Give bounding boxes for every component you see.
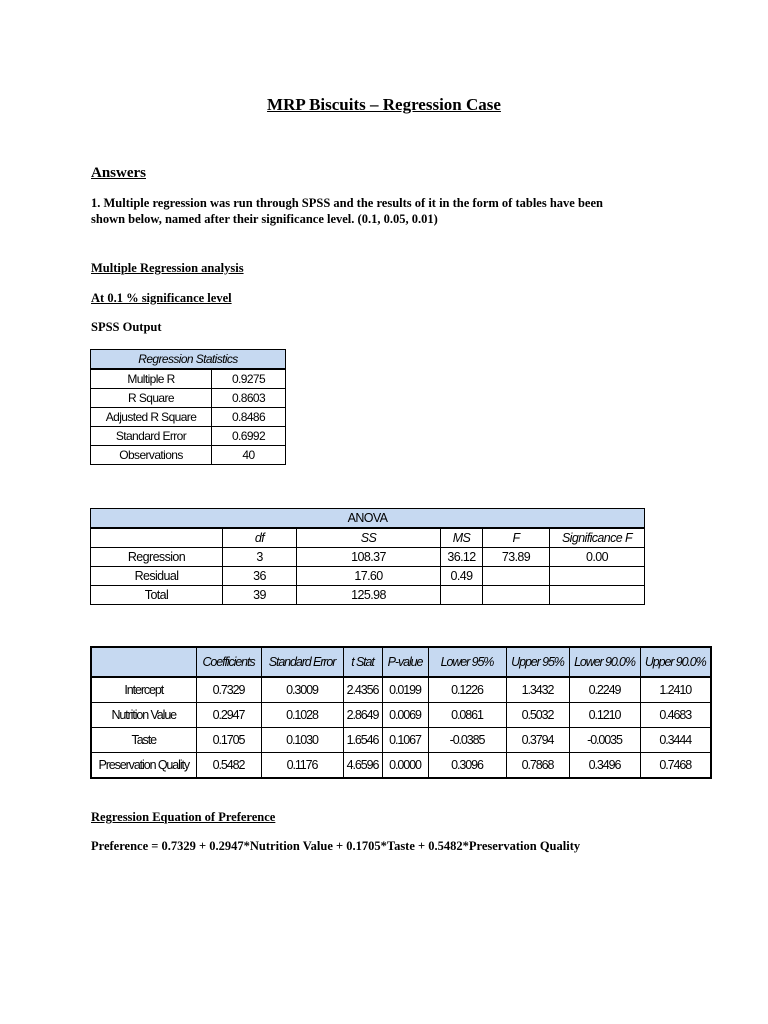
anova-header: ANOVA <box>91 509 645 529</box>
table-cell: 0.1028 <box>261 703 343 728</box>
table-cell: 0.7468 <box>640 753 711 779</box>
table-cell: 0.2249 <box>569 677 640 703</box>
stat-label: R Square <box>91 389 212 408</box>
column-header: SS <box>297 528 441 548</box>
table-row <box>91 567 645 586</box>
table-row <box>91 548 645 567</box>
table-cell: 0.49 <box>441 567 483 586</box>
table-cell: 0.1705 <box>196 728 261 753</box>
table-row <box>91 427 286 446</box>
table-cell: 125.98 <box>297 586 441 605</box>
table-cell: Nutrition Value <box>91 703 196 728</box>
table-row <box>91 408 286 427</box>
table-cell: Total <box>91 586 223 605</box>
regression-statistics-header: Regression Statistics <box>91 350 286 370</box>
table-cell: 17.60 <box>297 567 441 586</box>
coefficients-table <box>90 646 712 779</box>
table-cell: 0.5032 <box>506 703 569 728</box>
table-row <box>91 728 711 753</box>
answers-heading: Answers <box>91 165 146 181</box>
table-cell: 0.5482 <box>196 753 261 779</box>
column-header <box>91 647 196 677</box>
column-header: Standard Error <box>261 647 343 677</box>
table-cell: Intercept <box>91 677 196 703</box>
table-cell: 0.3496 <box>569 753 640 779</box>
table-row <box>91 703 711 728</box>
regression-statistics-table <box>90 349 286 465</box>
table-header-row <box>91 528 645 548</box>
table-cell: 0.7329 <box>196 677 261 703</box>
table-cell: 1.3432 <box>506 677 569 703</box>
table-cell: -0.0035 <box>569 728 640 753</box>
column-header: MS <box>441 528 483 548</box>
column-header: df <box>223 528 297 548</box>
column-header: Coefficients <box>196 647 261 677</box>
equation-heading: Regression Equation of Preference <box>91 810 276 824</box>
table-cell: Taste <box>91 728 196 753</box>
table-cell: 2.4356 <box>343 677 382 703</box>
stat-label: Observations <box>91 446 212 465</box>
table-cell: 36.12 <box>441 548 483 567</box>
table-row <box>91 446 286 465</box>
column-header: Upper 95% <box>506 647 569 677</box>
table-cell: 0.1176 <box>261 753 343 779</box>
table-cell: 0.00 <box>550 548 645 567</box>
column-header: F <box>483 528 550 548</box>
table-cell: 0.1210 <box>569 703 640 728</box>
section-heading: Multiple Regression analysis <box>91 261 244 275</box>
table-cell: 0.0861 <box>428 703 506 728</box>
column-header: Upper 90.0% <box>640 647 711 677</box>
table-header-row <box>91 647 711 677</box>
column-header: Lower 95% <box>428 647 506 677</box>
table-cell: 0.3096 <box>428 753 506 779</box>
table-cell: 0.1067 <box>382 728 428 753</box>
stat-label: Standard Error <box>91 427 212 446</box>
table-row <box>91 677 711 703</box>
table-cell: 0.1226 <box>428 677 506 703</box>
stat-value: 0.9275 <box>212 369 286 389</box>
table-cell: 0.0069 <box>382 703 428 728</box>
spss-output-label: SPSS Output <box>91 320 162 334</box>
table-cell <box>483 567 550 586</box>
regression-equation: Preference = 0.7329 + 0.2947*Nutrition Value + 0.1705*Taste + 0.5482*Preservation Quality <box>91 839 581 853</box>
intro-line-2: shown below, named after their significance level. (0.1, 0.05, 0.01) <box>91 212 438 226</box>
table-cell: 0.3794 <box>506 728 569 753</box>
table-cell: 1.6546 <box>343 728 382 753</box>
table-cell: 36 <box>223 567 297 586</box>
table-cell: 0.1030 <box>261 728 343 753</box>
table-cell: 4.6596 <box>343 753 382 779</box>
table-row <box>91 586 645 605</box>
page-title: MRP Biscuits – Regression Case <box>267 95 501 114</box>
stat-value: 0.8486 <box>212 408 286 427</box>
table-row <box>91 389 286 408</box>
table-cell: 0.0199 <box>382 677 428 703</box>
stat-label: Multiple R <box>91 369 212 389</box>
table-cell: 0.2947 <box>196 703 261 728</box>
table-cell: Residual <box>91 567 223 586</box>
table-cell: 1.2410 <box>640 677 711 703</box>
stat-value: 40 <box>212 446 286 465</box>
table-cell: -0.0385 <box>428 728 506 753</box>
table-cell: 0.3444 <box>640 728 711 753</box>
column-header <box>91 528 223 548</box>
column-header: Lower 90.0% <box>569 647 640 677</box>
stat-value: 0.8603 <box>212 389 286 408</box>
table-cell: 0.7868 <box>506 753 569 779</box>
column-header: P-value <box>382 647 428 677</box>
column-header: Significance F <box>550 528 645 548</box>
stat-label: Adjusted R Square <box>91 408 212 427</box>
table-cell: 3 <box>223 548 297 567</box>
table-cell: 73.89 <box>483 548 550 567</box>
table-cell: 0.3009 <box>261 677 343 703</box>
table-cell: 39 <box>223 586 297 605</box>
table-cell <box>550 567 645 586</box>
stat-value: 0.6992 <box>212 427 286 446</box>
table-cell <box>441 586 483 605</box>
table-row <box>91 753 711 779</box>
table-cell: 0.0000 <box>382 753 428 779</box>
significance-heading: At 0.1 % significance level <box>91 291 232 305</box>
column-header: t Stat <box>343 647 382 677</box>
table-cell: Preservation Quality <box>91 753 196 779</box>
intro-line-1: 1. Multiple regression was run through SPSS and the results of it in the form of tables have been <box>91 196 603 210</box>
table-cell: Regression <box>91 548 223 567</box>
table-cell: 108.37 <box>297 548 441 567</box>
table-cell <box>550 586 645 605</box>
intro-paragraph <box>91 195 691 227</box>
table-cell <box>483 586 550 605</box>
table-cell: 0.4683 <box>640 703 711 728</box>
table-cell: 2.8649 <box>343 703 382 728</box>
anova-table <box>90 508 645 605</box>
table-row <box>91 369 286 389</box>
